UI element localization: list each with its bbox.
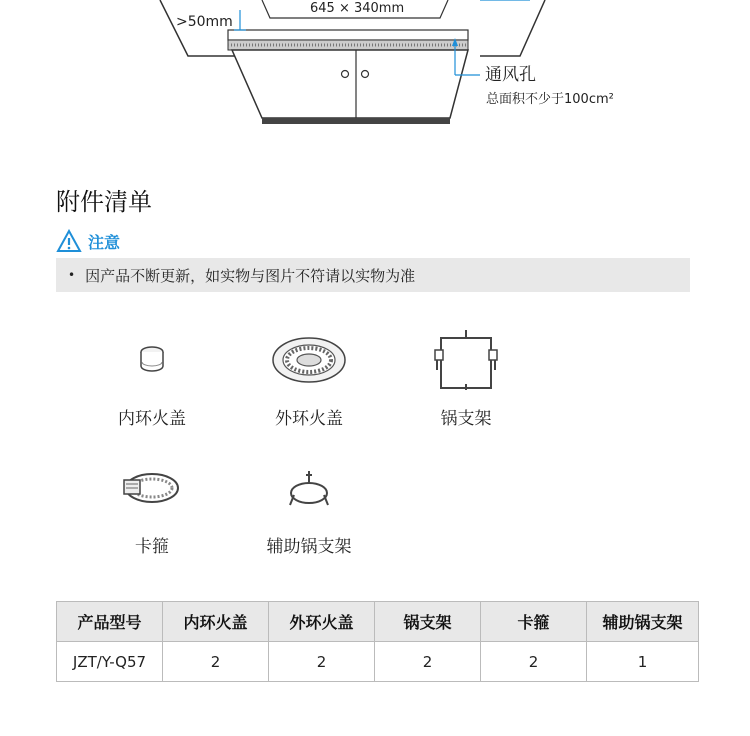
bullet-icon: •	[68, 268, 76, 282]
accessory-name: 锅支架	[440, 409, 492, 429]
accessory-name: 卡箍	[135, 537, 169, 557]
table-cell: 2	[163, 642, 269, 682]
table-cell: 2	[269, 642, 375, 682]
accessory-item	[82, 448, 222, 557]
accessory-item	[396, 320, 536, 429]
accessory-name: 外环火盖	[275, 409, 343, 429]
table-header: 外环火盖	[269, 602, 375, 642]
installation-diagram	[0, 0, 750, 140]
auxiliary-pot-support-icon	[239, 448, 379, 528]
accessory-name: 内环火盖	[118, 409, 186, 429]
table-cell: JZT/Y-Q57	[57, 642, 163, 682]
vent-area-label: 总面积不少于100cm²	[486, 92, 614, 107]
clearance-label: >50mm	[176, 14, 233, 30]
table-cell: 1	[587, 642, 699, 682]
notice-bar	[56, 258, 690, 292]
outer-burner-cap-icon	[239, 320, 379, 400]
notice-heading	[56, 226, 120, 256]
table-cell: 2	[375, 642, 481, 682]
notice-text: 因产品不断更新，如实物与图片不符请以实物为准	[85, 266, 416, 285]
warning-icon	[56, 229, 82, 253]
vent-label: 通风孔	[485, 65, 536, 85]
table-header-row	[57, 602, 699, 642]
table-header: 卡箍	[481, 602, 587, 642]
accessory-name: 辅助锅支架	[266, 537, 352, 557]
accessory-item	[239, 320, 379, 429]
accessory-item	[82, 320, 222, 429]
hose-clamp-icon	[82, 448, 222, 528]
inner-burner-cap-icon	[82, 320, 222, 400]
table-row	[57, 642, 699, 682]
pot-support-icon	[396, 320, 536, 400]
table-header: 辅助锅支架	[587, 602, 699, 642]
table-header: 内环火盖	[163, 602, 269, 642]
cutout-size-label: 645 × 340mm	[310, 1, 405, 16]
section-title: 附件清单	[56, 188, 152, 216]
accessory-item	[239, 448, 379, 557]
notice-label: 注意	[88, 232, 121, 252]
table-cell: 2	[481, 642, 587, 682]
accessory-table	[56, 601, 699, 682]
table-header: 产品型号	[57, 602, 163, 642]
table-header: 锅支架	[375, 602, 481, 642]
